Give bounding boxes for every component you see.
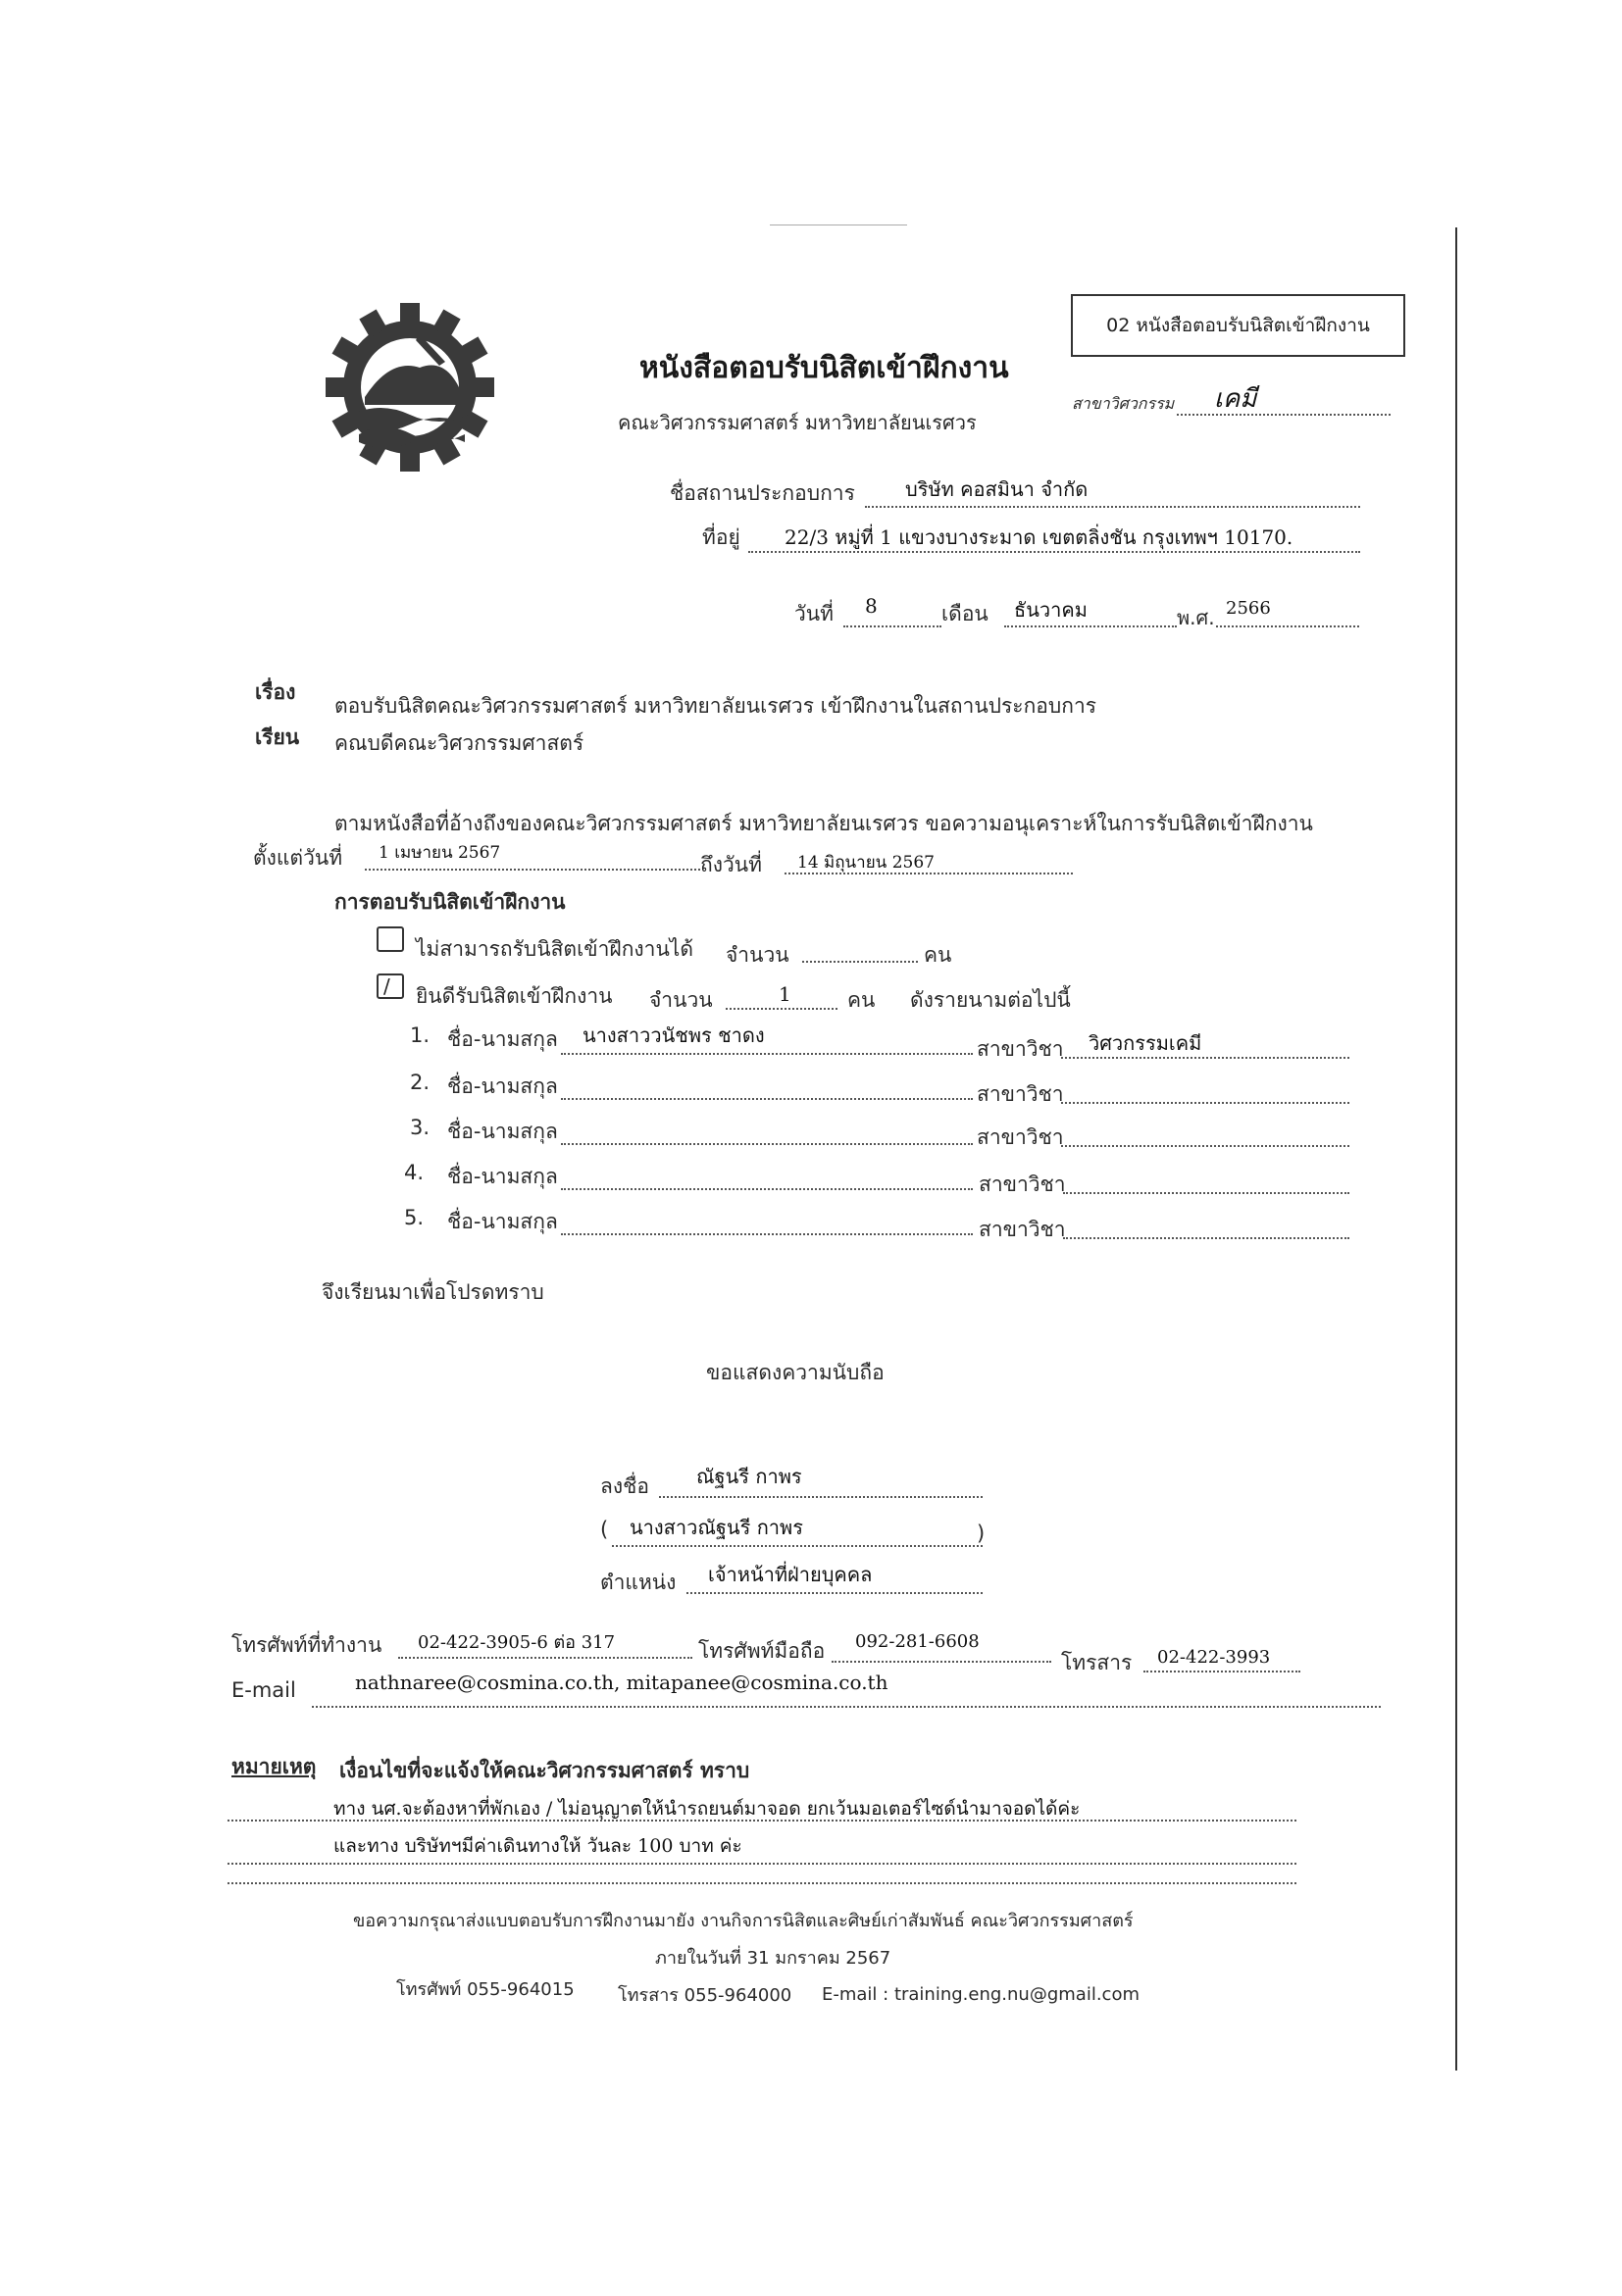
- student-major-label: สาขาวิชา: [979, 1173, 1066, 1196]
- student-name-label: ชื่อ-นามสกุล: [447, 1120, 558, 1143]
- footer-line-1: ขอความกรุณาส่งแบบตอบรับการฝึกงานมายัง งานกิจการนิสิตและศิษย์เก่าสัมพันธ์ คณะวิศวกรรมศาสตร์: [353, 1911, 1134, 1931]
- remark-label: หมายเหตุ: [231, 1755, 317, 1778]
- student-number: 2.: [410, 1071, 431, 1094]
- university-gear-logo-icon: [322, 299, 498, 475]
- student-name-label: ชื่อ-นามสกุล: [447, 1027, 558, 1051]
- decline-count-label: จำนวน: [726, 943, 789, 967]
- position-dotted-line: [686, 1592, 983, 1594]
- decline-count-dotted-line: [802, 961, 918, 963]
- to-text: คณบดีคณะวิศวกรรมศาสตร์: [334, 731, 584, 755]
- signature-name-dotted-line: [612, 1545, 983, 1547]
- student-name-label: ชื่อ-นามสกุล: [447, 1210, 558, 1233]
- fax-label: โทรสาร: [1061, 1651, 1133, 1674]
- accept-unit: คน: [847, 988, 876, 1012]
- mobile-dotted-line: [832, 1661, 1051, 1663]
- footer-line-2: ภายในวันที่ 31 มกราคม 2567: [655, 1948, 891, 1969]
- period-to-label: ถึงวันที่: [700, 853, 762, 876]
- response-heading: การตอบรับนิสิตเข้าฝึกงาน: [334, 890, 566, 914]
- form-code-box: 02 หนังสือตอบรับนิสิตเข้าฝึกงาน: [1071, 294, 1405, 357]
- date-month-value: ธันวาคม: [1014, 598, 1088, 622]
- student-major-dotted-line: [1061, 1145, 1349, 1147]
- student-name-dotted-line: [561, 1188, 973, 1190]
- company-value: บริษัท คอสมินา จำกัด: [905, 477, 1089, 501]
- student-name-dotted-line: [561, 1053, 973, 1055]
- remark-line-2: และทาง บริษัทฯมีค่าเดินทางให้ วันละ 100 บาท ค่ะ: [333, 1835, 742, 1857]
- scan-edge-right: [1455, 227, 1457, 2071]
- company-label: ชื่อสถานประกอบการ: [670, 481, 855, 505]
- closing-text: จึงเรียนมาเพื่อโปรดทราบ: [322, 1280, 544, 1304]
- student-name-dotted-line: [561, 1233, 973, 1235]
- student-major-dotted-line: [1061, 1102, 1349, 1104]
- student-name-label: ชื่อ-นามสกุล: [447, 1165, 558, 1188]
- document-title: หนังสือตอบรับนิสิตเข้าฝึกงาน: [639, 351, 1009, 385]
- company-dotted-line: [865, 506, 1360, 508]
- signature-name-open: (: [600, 1518, 609, 1541]
- major-value: เคมี: [1214, 384, 1257, 414]
- student-major-dotted-line: [1063, 1237, 1349, 1239]
- date-day-dotted-line: [843, 625, 941, 627]
- accept-label: ยินดีรับนิสิตเข้าฝึกงาน: [416, 984, 613, 1008]
- major-label: สาขาวิศวกรรม: [1072, 394, 1175, 413]
- student-name-dotted-line: [561, 1143, 973, 1145]
- date-month-label: เดือน: [941, 602, 988, 625]
- decline-checkbox-icon[interactable]: [377, 926, 404, 952]
- student-number: 3.: [410, 1116, 431, 1139]
- remark-dotted-line-1: [228, 1820, 1296, 1822]
- student-major-label: สาขาวิชา: [977, 1082, 1064, 1106]
- email-label: E-mail: [231, 1678, 296, 1702]
- footer-fax: โทรสาร 055-964000: [618, 1985, 792, 2006]
- subject-label: เรื่อง: [255, 680, 296, 704]
- period-from-dotted-line: [365, 869, 700, 871]
- student-name-dotted-line: [561, 1098, 973, 1100]
- accept-count-dotted-line: [726, 1008, 837, 1010]
- student-major-label: สาขาวิชา: [979, 1218, 1066, 1241]
- signature-name-value: นางสาวณัฐนรี กาพร: [630, 1516, 803, 1539]
- accept-suffix: ดังรายนามต่อไปนี้: [910, 988, 1071, 1012]
- body-paragraph: ตามหนังสือที่อ้างถึงของคณะวิศวกรรมศาสตร์ มหาวิทยาลัยนเรศวร ขอความอนุเคราะห์ในการรับนิสิตเข้าฝึกงาน: [334, 812, 1313, 835]
- student-number: 1.: [410, 1023, 431, 1047]
- date-year-label: พ.ศ.: [1177, 606, 1215, 629]
- mobile-label: โทรศัพท์มือถือ: [698, 1639, 826, 1663]
- date-day-label: วันที่: [794, 602, 834, 625]
- remark-heading: เงื่อนไขที่จะแจ้งให้คณะวิศวกรรมศาสตร์ ทราบ: [339, 1759, 750, 1782]
- remark-line-1: ทาง นศ.จะต้องหาที่พักเอง / ไม่อนุญาตให้นำรถยนต์มาจอด ยกเว้นมอเตอร์ไซด์นำมาจอดได้ค่ะ: [333, 1798, 1081, 1820]
- date-month-dotted-line: [1004, 625, 1177, 627]
- date-day-value: 8: [865, 594, 878, 618]
- accept-checkbox-icon[interactable]: [377, 973, 404, 999]
- student-major-label: สาขาวิชา: [977, 1037, 1064, 1061]
- address-label: ที่อยู่: [702, 525, 740, 549]
- period-from-label: ตั้งแต่วันที่: [253, 846, 343, 870]
- fax-dotted-line: [1143, 1671, 1300, 1672]
- major-dotted-line: [1177, 414, 1391, 416]
- remark-dotted-line-2: [228, 1863, 1296, 1865]
- student-number: 5.: [404, 1206, 425, 1229]
- subject-text: ตอบรับนิสิตคณะวิศวกรรมศาสตร์ มหาวิทยาลัยนเรศวร เข้าฝึกงานในสถานประกอบการ: [334, 694, 1097, 718]
- footer-phone: โทรศัพท์ 055-964015: [396, 1979, 575, 2000]
- decline-label: ไม่สามารถรับนิสิตเข้าฝึกงานได้: [416, 937, 694, 961]
- signature-value: ณัฐนรี กาพร: [696, 1465, 802, 1488]
- accept-count-label: จำนวน: [649, 988, 713, 1012]
- to-label: เรียน: [255, 725, 300, 749]
- document-subtitle: คณะวิศวกรรมศาสตร์ มหาวิทยาลัยนเรศวร: [618, 411, 977, 434]
- fax-value: 02-422-3993: [1157, 1647, 1271, 1668]
- period-to-value: 14 มิถุนายน 2567: [797, 853, 935, 873]
- decline-unit: คน: [924, 943, 952, 967]
- mobile-value: 092-281-6608: [855, 1631, 980, 1652]
- date-year-dotted-line: [1216, 625, 1359, 627]
- email-value: nathnaree@cosmina.co.th, mitapanee@cosmina.co.th: [355, 1671, 888, 1694]
- office-phone-label: โทรศัพท์ที่ทำงาน: [231, 1633, 382, 1657]
- student-name-value: นางสาววนัชพร ชาดง: [583, 1023, 765, 1047]
- address-value: 22/3 หมู่ที่ 1 แขวงบางระมาด เขตตลิ่งชัน กรุงเทพฯ 10170.: [785, 525, 1293, 549]
- accept-check-mark-icon: /: [383, 974, 390, 998]
- student-major-dotted-line: [1063, 1192, 1349, 1194]
- student-major-value: วิศวกรรมเคมี: [1089, 1031, 1202, 1055]
- student-name-label: ชื่อ-นามสกุล: [447, 1074, 558, 1098]
- regards-text: ขอแสดงความนับถือ: [706, 1361, 885, 1384]
- email-dotted-line: [312, 1706, 1381, 1708]
- office-phone-dotted-line: [398, 1657, 692, 1659]
- student-number: 4.: [404, 1161, 425, 1184]
- position-value: เจ้าหน้าที่ฝ่ายบุคคล: [708, 1563, 873, 1586]
- signature-dotted-line: [659, 1496, 983, 1498]
- student-major-label: สาขาวิชา: [977, 1125, 1064, 1149]
- office-phone-value: 02-422-3905-6 ต่อ 317: [418, 1632, 616, 1653]
- accept-count-value: 1: [779, 982, 791, 1006]
- footer-email: E-mail : training.eng.nu@gmail.com: [822, 1984, 1140, 2005]
- signature-label: ลงชื่อ: [600, 1474, 649, 1498]
- date-year-value: 2566: [1226, 598, 1271, 619]
- position-label: ตำแหน่ง: [600, 1571, 677, 1594]
- remark-dotted-line-3: [228, 1882, 1296, 1884]
- period-from-value: 1 เมษายน 2567: [379, 843, 501, 863]
- signature-name-close: ): [977, 1522, 986, 1545]
